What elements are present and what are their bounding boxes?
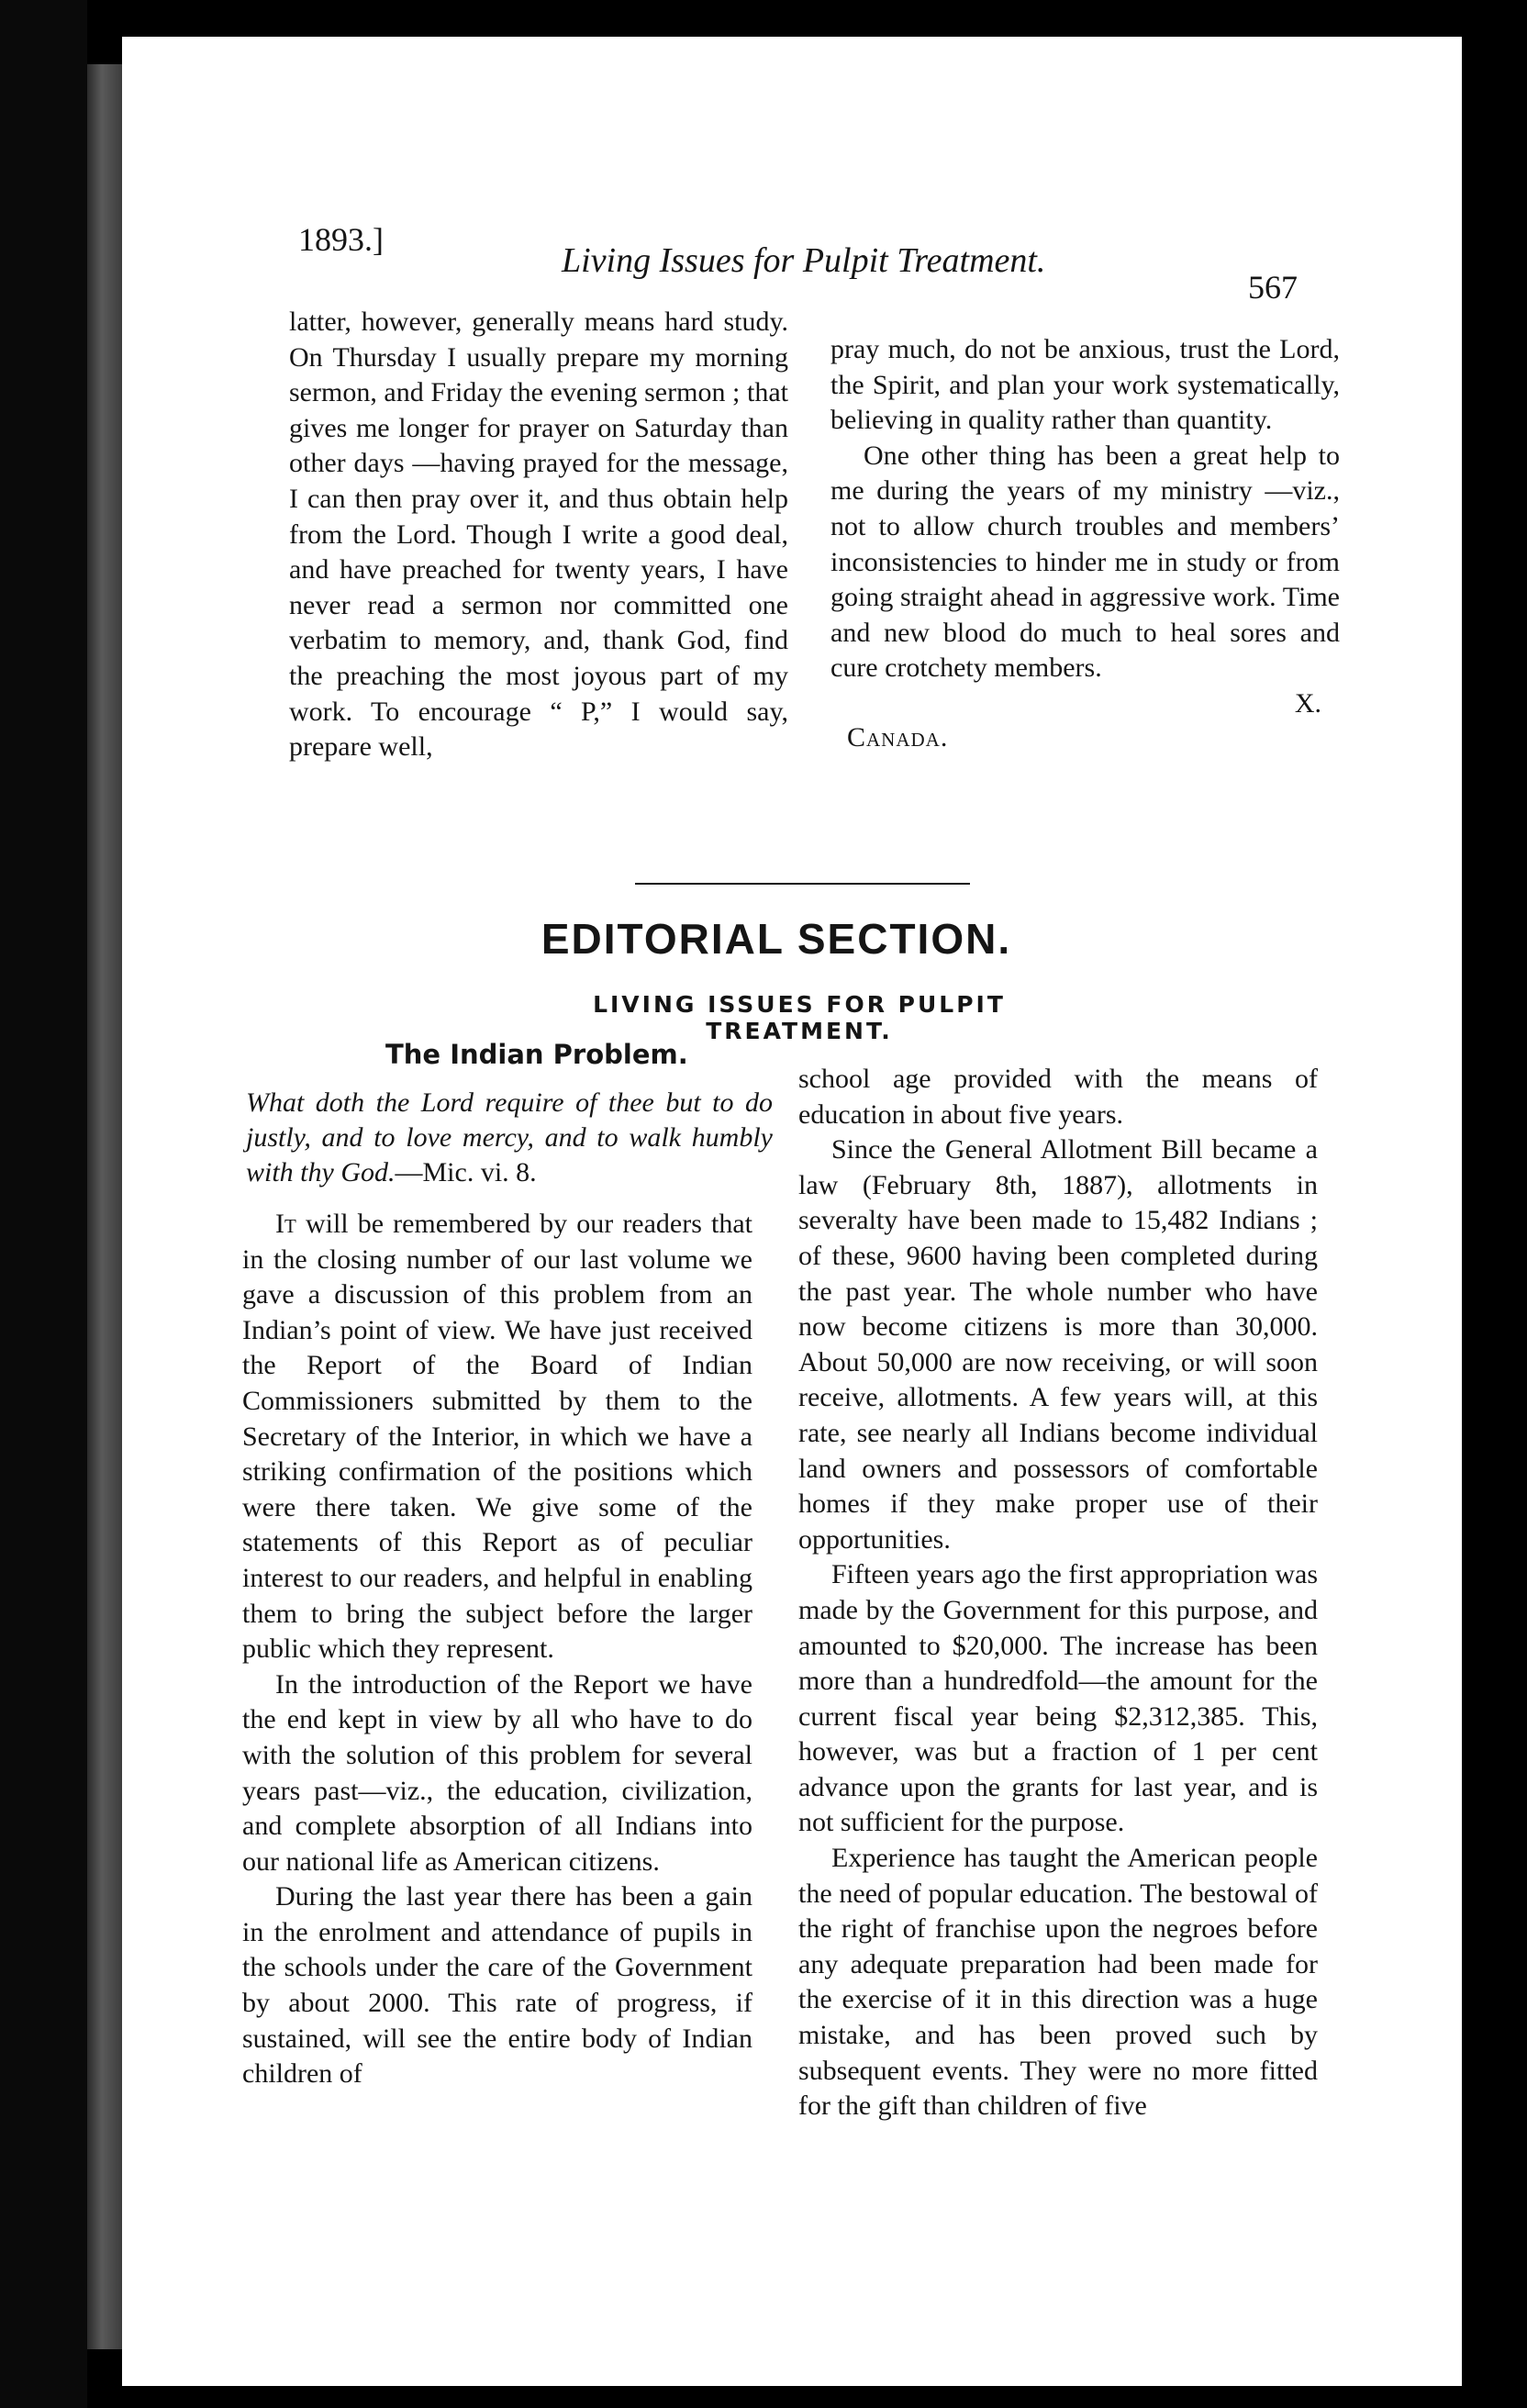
article-paragraph-2: In the introduction of the Report we have the end kept in view by all who have to do with the solution of this problem for several years past—viz., the education, civilization, and complete absorption of all Indians into our national life as American citizens. <box>242 1668 752 1877</box>
upper-right-paragraph-1: pray much, do not be anxious, trust the Lord, the Spirit, and plan your work systematically, believing in quality rather than quantity. <box>830 334 1340 436</box>
section-subtitle: LIVING ISSUES FOR PULPIT TREATMENT. <box>593 991 1006 1044</box>
signature-row <box>830 686 1340 722</box>
epigraph-text: What doth the Lord require of thee but to do justly, and to love mercy, and to walk humbly with thy God. <box>246 1087 773 1187</box>
header-page-number: 567 <box>1248 269 1298 306</box>
section-title: EDITORIAL SECTION. <box>541 915 1012 963</box>
header-year: 1893.] <box>298 221 384 258</box>
article-paragraph-1-text: will be remembered by our readers that in the closing number of our last volume we gave a discussion of this problem from an Indian’s point of view. We have just received the Report of the Board of Indian Commissioners submitted by them to the Secretary of the Interior, in which we have a striking confirmation of the positions which were there taken. We give some of the statements of this Report as of peculiar interest to our readers, and helpful in enabling them to bring the subject before the larger public which they represent. <box>242 1209 753 1665</box>
upper-left-column <box>289 305 788 765</box>
upper-right-column <box>830 332 1340 755</box>
upper-left-paragraph: latter, however, generally means hard study. On Thursday I usually prepare my morning sermon, and Friday the evening sermon ; that gives me longer for prayer on Saturday than other days —having prayed for the message, I can then pray over it, and thus obtain help from the Lord. Though I write a good deal, and have preached for twenty years, I have never read a sermon nor committed one verbatim to memory, and, thank God, find the preaching the most joyous part of my work. To encourage “ P,” I would say, prepare well, <box>289 307 788 763</box>
article-right-column <box>798 1062 1318 2124</box>
book-gutter <box>0 0 87 2408</box>
article-right-paragraph-4: Experience has taught the American people the need of popular education. The bestowal of the right of franchise upon the negroes before any adequate preparation had been made for the exercise of it in this direction was a huge mistake, and has been proved such by subsequent events. They were no more fitted for the gift than children of five <box>798 1843 1318 2122</box>
article-paragraph-3: During the last year there has been a gain in the enrolment and attendance of pupils in the schools under the care of the Government by about 2000. This rate of progress, if sustained, will see the entire body of Indian children of <box>242 1881 752 2090</box>
article-right-paragraph-3: Fifteen years ago the first appropriation was made by the Government for this purpose, and amounted to $20,000. The increase has been more than a hundredfold—the amount for the current fiscal year being $2,312,385. This, however, was but a fraction of 1 per cent advance upon the grants for last year, and is not sufficient for the purpose. <box>798 1559 1318 1838</box>
letter-place: Canada. <box>847 721 949 752</box>
page-spine-edge <box>87 64 124 2349</box>
section-divider <box>635 883 970 885</box>
drop-word: It <box>275 1209 296 1239</box>
article-right-paragraph-2: Since the General Allotment Bill became a law (February 8th, 1887), allotments in severalty have been made to 15,482 Indians ; of these, 9600 having been completed during the past year. The whole number who have now become citizens is more than 30,000. About 50,000 are now receiving, or will soon receive, allotments. A few years will, at this rate, see nearly all Indians become individual land owners and possessors of comfortable homes if they make proper use of their opportunities. <box>798 1134 1318 1555</box>
epigraph-reference: —Mic. vi. 8. <box>395 1157 537 1187</box>
header-running-title: Living Issues for Pulpit Treatment. <box>562 241 1046 280</box>
article-right-paragraph-1: school age provided with the means of education in about five years. <box>798 1064 1318 1130</box>
article-title: The Indian Problem. <box>385 1039 688 1070</box>
page-outer-margin <box>1462 37 1527 2386</box>
article-left-column <box>242 1207 752 2092</box>
article-paragraph-1 <box>242 1207 752 1667</box>
upper-right-paragraph-2: One other thing has been a great help to me during the years of my ministry —viz., not to allow church troubles and members’ inconsistencies to hinder me in study or from going straight ahead in aggressive work. Time and new blood do much to heal sores and cure crotchety members. <box>830 440 1340 684</box>
epigraph <box>246 1086 773 1190</box>
letter-signature: X. <box>1294 687 1321 719</box>
